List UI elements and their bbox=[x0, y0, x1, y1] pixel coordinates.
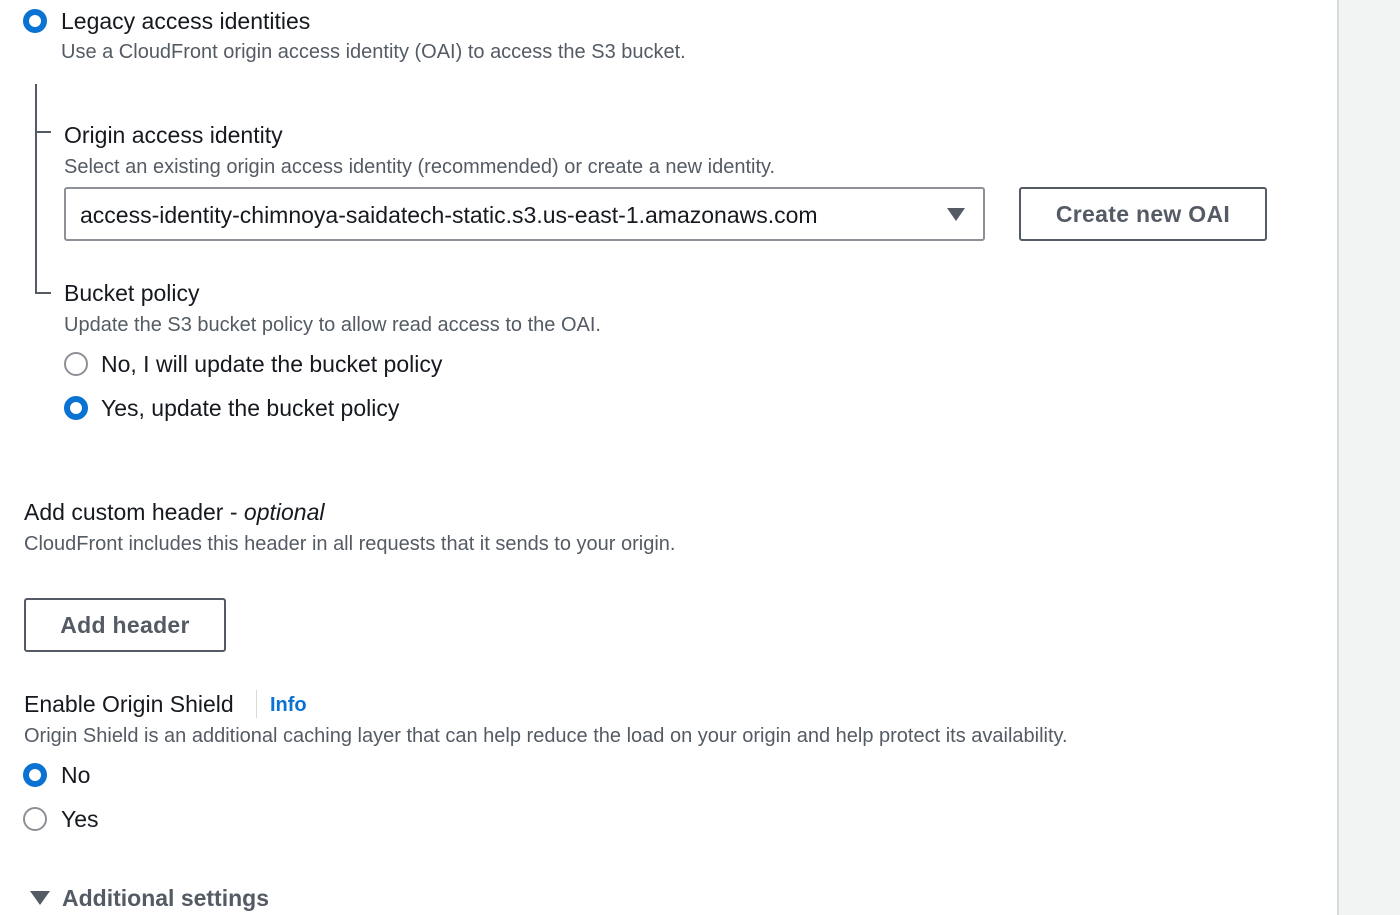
bucket-policy-description: Update the S3 bucket policy to allow read access to the OAI. bbox=[64, 314, 601, 336]
caret-down-icon[interactable] bbox=[947, 208, 965, 221]
custom-header-title bbox=[24, 498, 324, 526]
custom-header-description: CloudFront includes this header in all requests that it sends to your origin. bbox=[24, 533, 676, 555]
additional-settings-expander[interactable]: Additional settings bbox=[62, 885, 269, 911]
legacy-access-description: Use a CloudFront origin access identity (OAI) to access the S3 bucket. bbox=[61, 41, 686, 63]
info-link[interactable]: Info bbox=[270, 694, 307, 716]
create-new-oai-button[interactable]: Create new OAI bbox=[1019, 187, 1267, 241]
oai-title: Origin access identity bbox=[64, 122, 283, 148]
oai-description: Select an existing origin access identity (recommended) or create a new identity. bbox=[64, 156, 776, 178]
legacy-access-label[interactable]: Legacy access identities bbox=[61, 8, 311, 34]
bucket-policy-yes-label[interactable]: Yes, update the bucket policy bbox=[101, 395, 400, 421]
bucket-policy-no-label[interactable]: No, I will update the bucket policy bbox=[101, 351, 443, 377]
legacy-access-radio[interactable] bbox=[23, 9, 47, 33]
bucket-policy-title: Bucket policy bbox=[64, 280, 200, 306]
custom-header-optional: optional bbox=[243, 499, 325, 525]
add-header-button[interactable]: Add header bbox=[24, 598, 226, 652]
origin-shield-yes-label[interactable]: Yes bbox=[61, 806, 99, 832]
oai-select[interactable] bbox=[64, 187, 985, 241]
oai-select-value: access-identity-chimnoya-saidatech-static.s3.us-east-1.amazonaws.com bbox=[80, 202, 818, 228]
bucket-policy-no-radio[interactable] bbox=[64, 352, 88, 376]
origin-shield-description: Origin Shield is an additional caching layer that can help reduce the load on your origin and help protect its availability. bbox=[24, 725, 1068, 747]
bucket-policy-yes-radio[interactable] bbox=[64, 396, 88, 420]
origin-shield-no-label[interactable]: No bbox=[61, 762, 91, 788]
right-gutter bbox=[1339, 0, 1400, 915]
custom-header-title-text: Add custom header - bbox=[24, 499, 244, 525]
tree-connector-branch bbox=[35, 292, 51, 294]
origin-shield-yes-radio[interactable] bbox=[23, 807, 47, 831]
divider bbox=[256, 690, 257, 718]
tree-connector-line bbox=[35, 84, 37, 294]
origin-shield-no-radio[interactable] bbox=[23, 763, 47, 787]
origin-shield-title: Enable Origin Shield bbox=[24, 691, 234, 717]
tree-connector-branch bbox=[35, 131, 51, 133]
caret-down-icon[interactable] bbox=[30, 891, 50, 905]
